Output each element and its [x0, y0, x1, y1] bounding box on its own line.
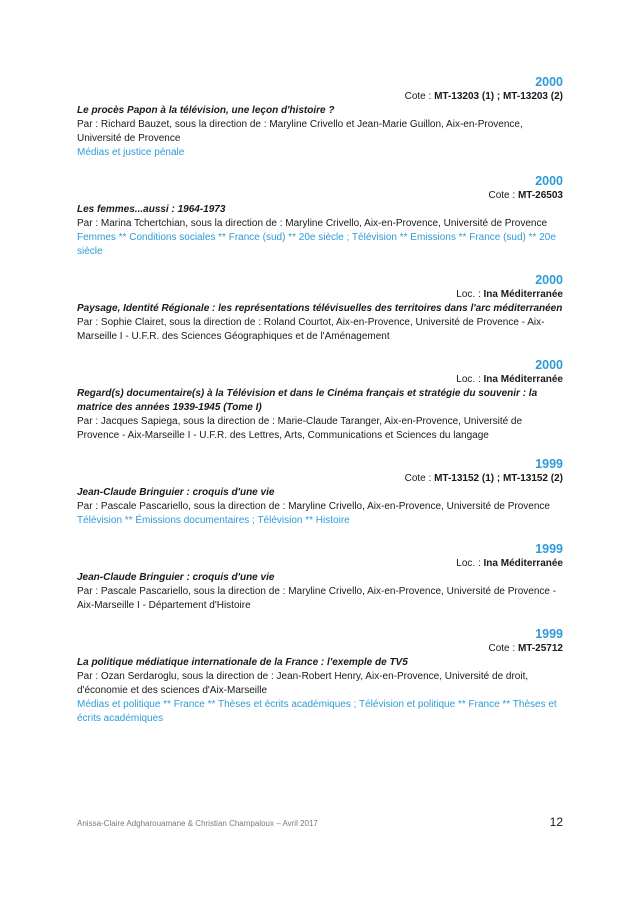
entry-subjects-link[interactable]: Télévision ** Émissions documentaires ; Télévision ** Histoire [77, 515, 350, 526]
entry-title: Paysage, Identité Régionale : les représentations télévisuelles des territoires dans l'arc méditerranéen [77, 303, 563, 314]
entry-title: Regard(s) documentaire(s) à la Télévision et dans le Cinéma français et stratégie du souvenir : la matrice des années 1939-1945 (Tome I) [77, 388, 538, 413]
entry-location-label: Loc. : [456, 558, 484, 569]
entry-title: Jean-Claude Bringuier : croquis d'une vie [77, 572, 275, 583]
entry-title: Les femmes...aussi : 1964-1973 [77, 204, 226, 215]
entry-location [77, 642, 563, 656]
entry-location [77, 189, 563, 203]
bibliography-list [77, 74, 563, 739]
entry-year: 2000 [535, 174, 563, 188]
entry-year: 2000 [535, 273, 563, 287]
entry-year: 1999 [535, 542, 563, 556]
entry-location [77, 288, 563, 302]
entry-location-value: Ina Méditerranée [483, 289, 563, 300]
bibliography-entry [77, 541, 563, 613]
entry-authors: Par : Pascale Pascariello, sous la direction de : Maryline Crivello, Aix-en-Provence, Université de Provence - Aix-Marseille I - Département d'Histoire [77, 586, 557, 611]
entry-year: 2000 [535, 358, 563, 372]
entry-location-value: MT-26503 [517, 190, 563, 201]
bibliography-entry [77, 357, 563, 443]
bibliography-entry [77, 626, 563, 726]
entry-year: 2000 [535, 75, 563, 89]
entry-location [77, 90, 563, 104]
entry-authors: Par : Ozan Serdaroglu, sous la direction de : Jean-Robert Henry, Aix-en-Provence, Université de droit, d'économie et des sciences d'Aix-Marseille [77, 671, 529, 696]
entry-title: La politique médiatique internationale de la France : l'exemple de TV5 [77, 657, 408, 668]
page-number: 12 [549, 815, 563, 829]
entry-year: 1999 [535, 627, 563, 641]
bibliography-entry [77, 74, 563, 160]
entry-location-label: Loc. : [456, 289, 484, 300]
entry-year: 1999 [535, 457, 563, 471]
entry-subjects-link[interactable]: Femmes ** Conditions sociales ** France (sud) ** 20e siècle ; Télévision ** Emissions ** France (sud) ** 20e siècle [77, 232, 556, 257]
entry-location-value: MT-13203 (1) ; MT-13203 (2) [434, 91, 563, 102]
bibliography-entry [77, 173, 563, 259]
entry-location-value: Ina Méditerranée [483, 374, 563, 385]
entry-location-value: Ina Méditerranée [483, 558, 563, 569]
entry-authors: Par : Pascale Pascariello, sous la direction de : Maryline Crivello, Aix-en-Provence, Université de Provence [77, 501, 550, 512]
entry-location [77, 472, 563, 486]
entry-location-value: MT-13152 (1) ; MT-13152 (2) [434, 473, 563, 484]
entry-authors: Par : Richard Bauzet, sous la direction de : Maryline Crivello et Jean-Marie Guillon, Aix-en-Provence, Université de Provence [77, 119, 523, 144]
bibliography-entry [77, 272, 563, 344]
entry-location-label: Loc. : [456, 374, 484, 385]
page-footer [77, 815, 563, 829]
footer-author: Anissa-Claire Adgharouamane & Christian Champaloux – Avril 2017 [77, 819, 318, 828]
entry-title: Le procès Papon à la télévision, une leçon d'histoire ? [77, 105, 335, 116]
entry-location-label: Cote : [488, 190, 518, 201]
bibliography-entry [77, 456, 563, 528]
entry-location [77, 373, 563, 387]
entry-location-label: Cote : [404, 473, 435, 484]
entry-location-label: Cote : [404, 91, 435, 102]
entry-location-value: MT-25712 [517, 643, 563, 654]
entry-location [77, 557, 563, 571]
entry-title: Jean-Claude Bringuier : croquis d'une vie [77, 487, 275, 498]
entry-subjects-link[interactable]: Médias et politique ** France ** Thèses et écrits académiques ; Télévision et politique ** France ** Thèses et écrits académiques [77, 699, 557, 724]
entry-authors: Par : Sophie Clairet, sous la direction de : Roland Courtot, Aix-en-Provence, Université de Provence - Aix-Marseille I - U.F.R. des Sciences Géographiques et de l'Aménagement [77, 317, 545, 342]
entry-subjects-link[interactable]: Médias et justice pénale [77, 147, 185, 158]
entry-authors: Par : Jacques Sapiega, sous la direction de : Marie-Claude Taranger, Aix-en-Provence, Université de Provence - Aix-Marseille I - U.F.R. des Lettres, Arts, Communications et Sciences du langage [77, 416, 523, 441]
entry-authors: Par : Marina Tchertchian, sous la direction de : Maryline Crivello, Aix-en-Provence, Université de Provence [77, 218, 548, 229]
entry-location-label: Cote : [488, 643, 518, 654]
